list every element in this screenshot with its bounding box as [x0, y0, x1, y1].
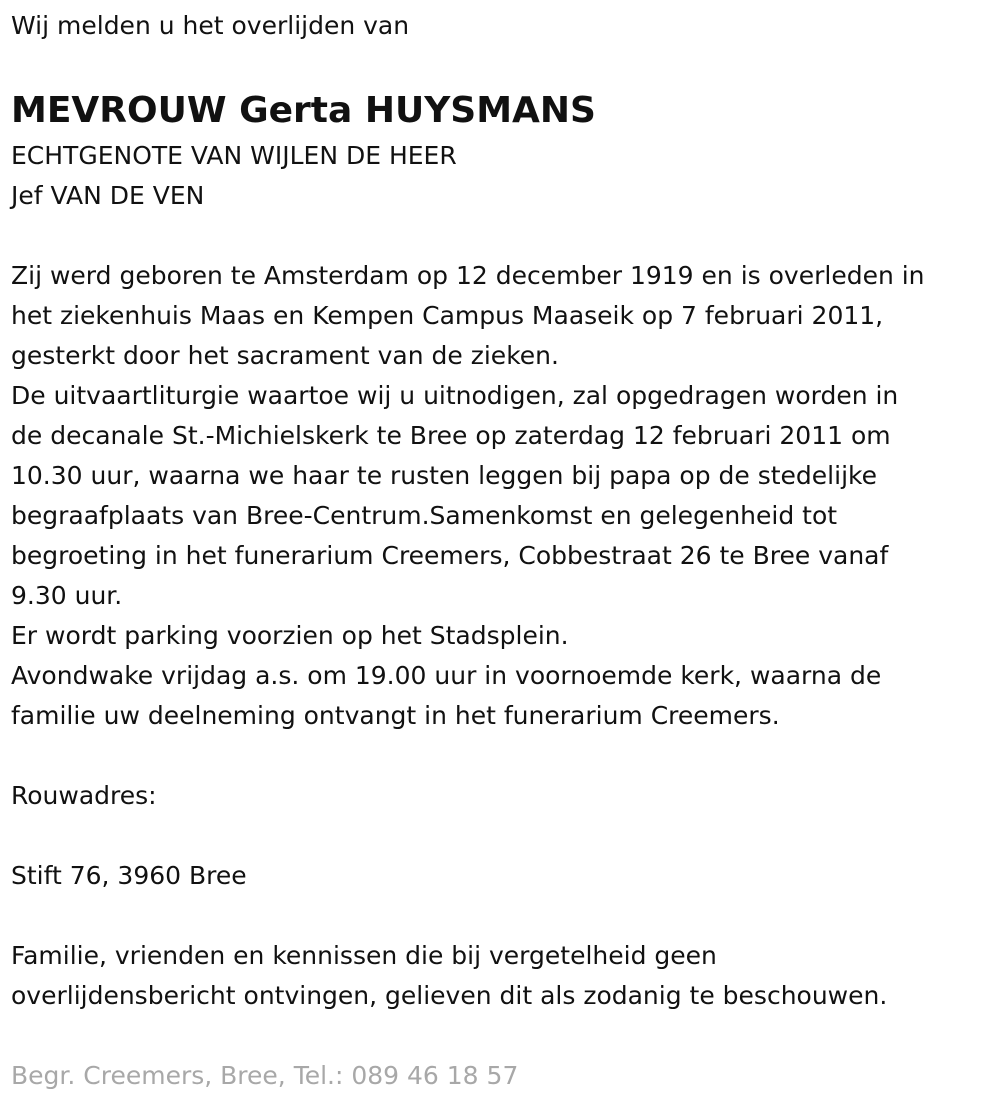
body-line: het ziekenhuis Maas en Kempen Campus Maaseik op 7 februari 2011, — [11, 301, 884, 330]
funeral-home-footer: Begr. Creemers, Bree, Tel.: 089 46 18 57 — [11, 1061, 519, 1090]
spouse-name: Jef VAN DE VEN — [11, 181, 205, 210]
relation-text: ECHTGENOTE VAN WIJLEN DE HEER — [11, 141, 457, 170]
address-text: Stift 76, 3960 Bree — [11, 861, 247, 890]
closing-line: Familie, vrienden en kennissen die bij vergetelheid geen — [11, 941, 717, 970]
closing-text — [11, 936, 991, 1016]
spacer — [11, 736, 991, 776]
spacer — [11, 1016, 991, 1056]
intro-text: Wij melden u het overlijden van — [11, 11, 410, 40]
spacer — [11, 216, 991, 256]
body-line: 10.30 uur, waarna we haar te rusten leggen bij papa op de stedelijke — [11, 461, 877, 490]
deceased-name: MEVROUW Gerta HUYSMANS — [11, 90, 596, 131]
body-line: familie uw deelneming ontvangt in het funerarium Creemers. — [11, 701, 780, 730]
body-line: Er wordt parking voorzien op het Stadsplein. — [11, 621, 569, 650]
body-line: begroeting in het funerarium Creemers, Cobbestraat 26 te Bree vanaf — [11, 541, 889, 570]
body-line: begraafplaats van Bree-Centrum.Samenkomst en gelegenheid tot — [11, 501, 838, 530]
notice-body — [11, 256, 991, 736]
closing-line: overlijdensbericht ontvingen, gelieven dit als zodanig te beschouwen. — [11, 981, 888, 1010]
spacer — [11, 816, 991, 856]
body-line: gesterkt door het sacrament van de zieken. — [11, 341, 559, 370]
address-label: Rouwadres: — [11, 781, 157, 810]
body-line: de decanale St.-Michielskerk te Bree op zaterdag 12 februari 2011 om — [11, 421, 891, 450]
obituary-notice — [11, 0, 991, 1096]
spacer — [11, 896, 991, 936]
body-line: De uitvaartliturgie waartoe wij u uitnodigen, zal opgedragen worden in — [11, 381, 899, 410]
body-line: Avondwake vrijdag a.s. om 19.00 uur in voornoemde kerk, waarna de — [11, 661, 882, 690]
body-line: 9.30 uur. — [11, 581, 123, 610]
body-line: Zij werd geboren te Amsterdam op 12 december 1919 en is overleden in — [11, 261, 925, 290]
